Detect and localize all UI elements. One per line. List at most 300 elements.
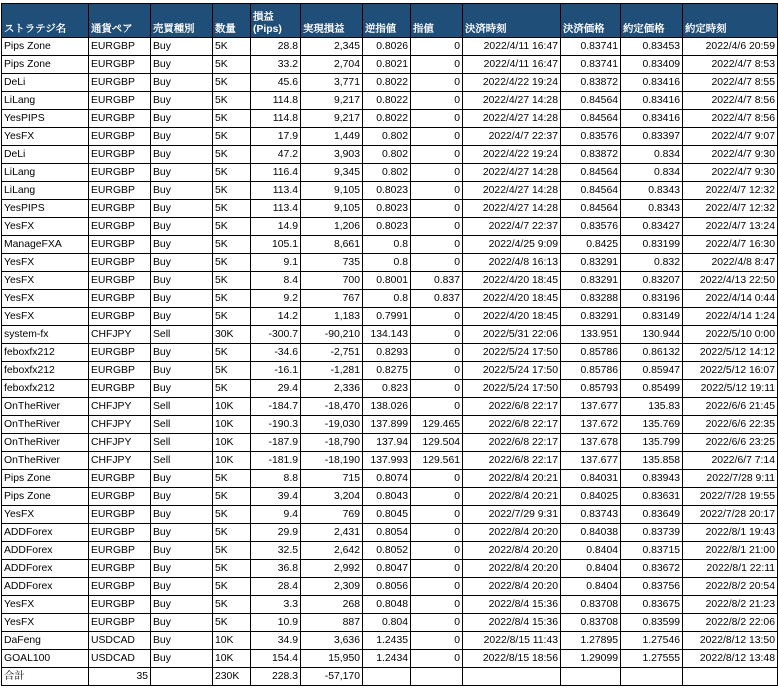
table-cell[interactable]: DeLi — [2, 146, 89, 164]
table-cell[interactable]: 2022/4/7 22:37 — [463, 218, 561, 236]
table-cell[interactable]: 3.3 — [251, 596, 301, 614]
table-cell[interactable]: 0.8404 — [561, 578, 621, 596]
table-cell[interactable]: EURGBP — [89, 290, 151, 308]
table-cell[interactable]: 0.8026 — [363, 38, 411, 56]
table-cell[interactable]: 2,992 — [301, 560, 363, 578]
table-cell[interactable]: Buy — [151, 362, 213, 380]
table-cell[interactable]: 5K — [213, 614, 251, 632]
table-cell[interactable]: 1,449 — [301, 128, 363, 146]
table-cell[interactable]: 2022/8/4 20:21 — [463, 470, 561, 488]
table-cell[interactable]: 5K — [213, 470, 251, 488]
table-cell[interactable]: Buy — [151, 74, 213, 92]
table-cell[interactable] — [151, 668, 213, 686]
table-cell[interactable]: 5K — [213, 218, 251, 236]
table-cell[interactable]: ManageFXA — [2, 236, 89, 254]
table-cell[interactable]: 2022/4/11 16:47 — [463, 56, 561, 74]
table-cell[interactable]: -2,751 — [301, 344, 363, 362]
table-cell[interactable]: 0.8425 — [561, 236, 621, 254]
table-cell[interactable]: Buy — [151, 38, 213, 56]
table-cell[interactable]: 135.799 — [621, 434, 683, 452]
table-cell[interactable]: 0.834 — [621, 164, 683, 182]
table-cell[interactable]: 0.83149 — [621, 308, 683, 326]
table-cell[interactable]: 2022/8/4 20:21 — [463, 488, 561, 506]
table-cell[interactable]: -18,470 — [301, 398, 363, 416]
table-cell[interactable]: 0.84564 — [561, 110, 621, 128]
table-cell[interactable]: 0.83599 — [621, 614, 683, 632]
table-cell[interactable]: 5K — [213, 290, 251, 308]
table-cell[interactable]: 0.83409 — [621, 56, 683, 74]
table-cell[interactable]: 39.4 — [251, 488, 301, 506]
table-cell[interactable]: YesFX — [2, 308, 89, 326]
table-cell[interactable]: EURGBP — [89, 542, 151, 560]
table-cell[interactable]: 9.1 — [251, 254, 301, 272]
table-cell[interactable]: 0.83741 — [561, 38, 621, 56]
table-cell[interactable]: 28.8 — [251, 38, 301, 56]
table-cell[interactable]: EURGBP — [89, 578, 151, 596]
table-cell[interactable]: 2022/8/2 21:23 — [683, 596, 778, 614]
table-cell[interactable]: 2022/4/20 18:45 — [463, 290, 561, 308]
table-cell[interactable]: Sell — [151, 326, 213, 344]
table-cell[interactable]: EURGBP — [89, 218, 151, 236]
table-cell[interactable]: Buy — [151, 524, 213, 542]
table-cell[interactable]: 0.83207 — [621, 272, 683, 290]
table-cell[interactable]: 2022/7/29 9:31 — [463, 506, 561, 524]
table-cell[interactable]: 2022/6/8 22:17 — [463, 452, 561, 470]
table-cell[interactable]: Buy — [151, 200, 213, 218]
table-cell[interactable]: LiLang — [2, 92, 89, 110]
column-header[interactable]: 約定価格 — [621, 4, 683, 38]
table-cell[interactable]: 0 — [411, 74, 463, 92]
table-cell[interactable]: 9,217 — [301, 110, 363, 128]
table-cell[interactable]: 0 — [411, 218, 463, 236]
table-cell[interactable]: 113.4 — [251, 182, 301, 200]
table-cell[interactable]: Sell — [151, 398, 213, 416]
table-cell[interactable]: 2022/8/12 13:50 — [683, 632, 778, 650]
table-cell[interactable]: 0.85786 — [561, 362, 621, 380]
table-cell[interactable]: 0 — [411, 632, 463, 650]
table-cell[interactable]: 9.2 — [251, 290, 301, 308]
table-cell[interactable]: 5K — [213, 236, 251, 254]
table-cell[interactable]: 0.83291 — [561, 308, 621, 326]
table-cell[interactable]: 2022/4/7 8:56 — [683, 110, 778, 128]
table-cell[interactable]: 5K — [213, 164, 251, 182]
table-cell[interactable]: 0.8045 — [363, 506, 411, 524]
table-cell[interactable]: 0.8343 — [621, 200, 683, 218]
table-cell[interactable]: 9,217 — [301, 92, 363, 110]
column-header[interactable]: 逆指値 — [363, 4, 411, 38]
table-cell[interactable]: 29.4 — [251, 380, 301, 398]
table-cell[interactable]: 0.8052 — [363, 542, 411, 560]
table-cell[interactable]: 2,704 — [301, 56, 363, 74]
table-cell[interactable]: 3,636 — [301, 632, 363, 650]
table-cell[interactable]: 0 — [411, 182, 463, 200]
table-cell[interactable]: 3,903 — [301, 146, 363, 164]
table-cell[interactable]: 2022/5/12 19:11 — [683, 380, 778, 398]
table-cell[interactable]: 5K — [213, 524, 251, 542]
table-cell[interactable]: 130.944 — [621, 326, 683, 344]
table-cell[interactable]: DeLi — [2, 74, 89, 92]
table-cell[interactable]: 2022/6/7 7:14 — [683, 452, 778, 470]
table-cell[interactable]: 10.9 — [251, 614, 301, 632]
table-cell[interactable]: 2022/8/1 22:11 — [683, 560, 778, 578]
table-cell[interactable]: 0.83291 — [561, 272, 621, 290]
table-cell[interactable]: 0.802 — [363, 164, 411, 182]
table-cell[interactable]: 0 — [411, 38, 463, 56]
table-cell[interactable]: 2022/6/8 22:17 — [463, 398, 561, 416]
table-cell[interactable]: feboxfx212 — [2, 362, 89, 380]
table-cell[interactable]: 0.837 — [411, 272, 463, 290]
table-cell[interactable]: Buy — [151, 308, 213, 326]
table-cell[interactable]: 2022/4/8 16:13 — [463, 254, 561, 272]
table-cell[interactable]: Pips Zone — [2, 470, 89, 488]
table-cell[interactable]: YesPIPS — [2, 200, 89, 218]
table-cell[interactable]: CHFJPY — [89, 416, 151, 434]
table-cell[interactable]: 2022/7/28 19:55 — [683, 488, 778, 506]
table-cell[interactable]: 769 — [301, 506, 363, 524]
table-cell[interactable]: 17.9 — [251, 128, 301, 146]
table-cell[interactable]: EURGBP — [89, 614, 151, 632]
table-cell[interactable]: 0.83872 — [561, 146, 621, 164]
table-cell[interactable]: -1,281 — [301, 362, 363, 380]
table-cell[interactable]: 0.7991 — [363, 308, 411, 326]
table-cell[interactable]: -57,170 — [301, 668, 363, 686]
table-cell[interactable]: 0 — [411, 596, 463, 614]
table-cell[interactable]: EURGBP — [89, 110, 151, 128]
table-cell[interactable]: EURGBP — [89, 254, 151, 272]
table-cell[interactable]: 35 — [89, 668, 151, 686]
table-cell[interactable]: 2022/5/31 22:06 — [463, 326, 561, 344]
table-cell[interactable]: Buy — [151, 236, 213, 254]
table-cell[interactable]: 1.27555 — [621, 650, 683, 668]
table-cell[interactable]: 2022/4/20 18:45 — [463, 272, 561, 290]
table-cell[interactable]: 3,771 — [301, 74, 363, 92]
table-cell[interactable]: 9,105 — [301, 200, 363, 218]
table-cell[interactable]: -181.9 — [251, 452, 301, 470]
table-cell[interactable]: CHFJPY — [89, 434, 151, 452]
table-cell[interactable]: 268 — [301, 596, 363, 614]
table-cell[interactable]: 5K — [213, 596, 251, 614]
table-cell[interactable]: 0.804 — [363, 614, 411, 632]
table-cell[interactable]: 29.9 — [251, 524, 301, 542]
table-cell[interactable]: 137.678 — [561, 434, 621, 452]
table-cell[interactable]: 0.8022 — [363, 92, 411, 110]
table-cell[interactable]: 1.2435 — [363, 632, 411, 650]
table-cell[interactable]: 0.83199 — [621, 236, 683, 254]
table-cell[interactable]: 0.8001 — [363, 272, 411, 290]
table-cell[interactable]: 2022/8/4 20:20 — [463, 524, 561, 542]
table-cell[interactable]: 0.83196 — [621, 290, 683, 308]
table-cell[interactable]: 10K — [213, 650, 251, 668]
table-cell[interactable]: 0.83453 — [621, 38, 683, 56]
table-cell[interactable]: 2022/8/4 20:20 — [463, 560, 561, 578]
table-cell[interactable]: 14.9 — [251, 218, 301, 236]
table-cell[interactable]: EURGBP — [89, 236, 151, 254]
table-cell[interactable]: 5K — [213, 560, 251, 578]
table-cell[interactable]: Buy — [151, 272, 213, 290]
table-cell[interactable]: ADDForex — [2, 524, 89, 542]
table-cell[interactable] — [621, 668, 683, 686]
table-cell[interactable]: 0 — [411, 344, 463, 362]
table-cell[interactable]: 2022/4/7 13:24 — [683, 218, 778, 236]
table-cell[interactable]: 105.1 — [251, 236, 301, 254]
table-cell[interactable]: EURGBP — [89, 488, 151, 506]
table-cell[interactable]: 2022/4/7 8:55 — [683, 74, 778, 92]
table-cell[interactable]: Buy — [151, 92, 213, 110]
table-cell[interactable]: 10K — [213, 398, 251, 416]
table-cell[interactable]: EURGBP — [89, 560, 151, 578]
table-cell[interactable]: 2022/4/25 9:09 — [463, 236, 561, 254]
table-cell[interactable]: 135.858 — [621, 452, 683, 470]
table-cell[interactable]: Pips Zone — [2, 38, 89, 56]
table-cell[interactable]: 32.5 — [251, 542, 301, 560]
table-cell[interactable]: EURGBP — [89, 524, 151, 542]
table-cell[interactable]: Buy — [151, 560, 213, 578]
table-cell[interactable]: 2022/4/22 19:24 — [463, 146, 561, 164]
table-cell[interactable]: 5K — [213, 74, 251, 92]
table-cell[interactable]: 2022/8/1 19:43 — [683, 524, 778, 542]
table-cell[interactable]: YesFX — [2, 128, 89, 146]
table-cell[interactable]: 5K — [213, 38, 251, 56]
table-cell[interactable]: 0 — [411, 362, 463, 380]
table-cell[interactable]: 0.83631 — [621, 488, 683, 506]
table-cell[interactable]: EURGBP — [89, 92, 151, 110]
table-cell[interactable]: 2022/6/6 22:35 — [683, 416, 778, 434]
table-cell[interactable]: EURGBP — [89, 596, 151, 614]
table-cell[interactable]: 133.951 — [561, 326, 621, 344]
table-cell[interactable]: 2022/8/4 15:36 — [463, 614, 561, 632]
table-cell[interactable]: 2022/8/4 20:20 — [463, 578, 561, 596]
table-cell[interactable]: OnTheRiver — [2, 416, 89, 434]
table-cell[interactable]: YesFX — [2, 506, 89, 524]
table-cell[interactable]: 36.8 — [251, 560, 301, 578]
column-header[interactable]: 実現損益 — [301, 4, 363, 38]
table-cell[interactable]: 2022/4/27 14:28 — [463, 182, 561, 200]
table-cell[interactable]: 0 — [411, 650, 463, 668]
table-cell[interactable]: Sell — [151, 452, 213, 470]
table-cell[interactable]: -18,790 — [301, 434, 363, 452]
table-cell[interactable]: 0.83427 — [621, 218, 683, 236]
table-cell[interactable]: 700 — [301, 272, 363, 290]
table-cell[interactable]: 0 — [411, 506, 463, 524]
table-cell[interactable]: 137.677 — [561, 452, 621, 470]
table-cell[interactable]: EURGBP — [89, 200, 151, 218]
table-cell[interactable]: 10K — [213, 452, 251, 470]
table-cell[interactable]: 0.8022 — [363, 110, 411, 128]
table-cell[interactable]: 0.83708 — [561, 614, 621, 632]
table-cell[interactable]: 0.802 — [363, 146, 411, 164]
table-cell[interactable]: 114.8 — [251, 110, 301, 128]
table-cell[interactable]: system-fx — [2, 326, 89, 344]
table-cell[interactable]: 0 — [411, 254, 463, 272]
table-cell[interactable]: 30K — [213, 326, 251, 344]
table-cell[interactable]: 0.8021 — [363, 56, 411, 74]
table-cell[interactable]: OnTheRiver — [2, 434, 89, 452]
table-cell[interactable]: 5K — [213, 308, 251, 326]
table-cell[interactable]: 1.27546 — [621, 632, 683, 650]
table-cell[interactable]: 0.8043 — [363, 488, 411, 506]
table-cell[interactable]: 0.83756 — [621, 578, 683, 596]
table-cell[interactable]: ADDForex — [2, 578, 89, 596]
table-cell[interactable]: 0.823 — [363, 380, 411, 398]
table-cell[interactable]: 2022/4/22 19:24 — [463, 74, 561, 92]
table-cell[interactable]: YesPIPS — [2, 110, 89, 128]
table-cell[interactable]: Buy — [151, 380, 213, 398]
table-cell[interactable]: 2022/4/7 8:53 — [683, 56, 778, 74]
table-cell[interactable]: YesFX — [2, 272, 89, 290]
table-cell[interactable]: 134.143 — [363, 326, 411, 344]
column-header[interactable]: ストラテジ名 — [2, 4, 89, 38]
table-cell[interactable]: 0.8023 — [363, 218, 411, 236]
table-cell[interactable]: 0 — [411, 560, 463, 578]
column-header[interactable]: 売買種別 — [151, 4, 213, 38]
table-cell[interactable] — [411, 668, 463, 686]
table-cell[interactable]: 0.8404 — [561, 542, 621, 560]
table-cell[interactable]: 2022/8/15 18:56 — [463, 650, 561, 668]
table-cell[interactable]: EURGBP — [89, 164, 151, 182]
table-cell[interactable]: EURGBP — [89, 308, 151, 326]
table-cell[interactable]: 34.9 — [251, 632, 301, 650]
table-cell[interactable]: Buy — [151, 578, 213, 596]
table-cell[interactable]: 137.899 — [363, 416, 411, 434]
table-cell[interactable]: Buy — [151, 488, 213, 506]
table-cell[interactable]: 9,105 — [301, 182, 363, 200]
table-cell[interactable]: 5K — [213, 362, 251, 380]
table-cell[interactable]: 0.8 — [363, 254, 411, 272]
column-header[interactable]: 決済時刻 — [463, 4, 561, 38]
table-cell[interactable]: 2022/5/10 0:00 — [683, 326, 778, 344]
table-cell[interactable]: 0 — [411, 470, 463, 488]
table-cell[interactable]: 5K — [213, 56, 251, 74]
table-cell[interactable]: 0.84564 — [561, 182, 621, 200]
table-cell[interactable]: 0.83291 — [561, 254, 621, 272]
table-cell[interactable]: 0 — [411, 326, 463, 344]
table-cell[interactable]: 5K — [213, 578, 251, 596]
table-cell[interactable]: 0.83675 — [621, 596, 683, 614]
table-cell[interactable]: EURGBP — [89, 182, 151, 200]
table-cell[interactable]: 2022/4/14 1:24 — [683, 308, 778, 326]
table-cell[interactable]: 2022/4/11 16:47 — [463, 38, 561, 56]
table-cell[interactable]: 3,204 — [301, 488, 363, 506]
table-cell[interactable]: 2,309 — [301, 578, 363, 596]
table-cell[interactable]: 8.4 — [251, 272, 301, 290]
table-cell[interactable]: 33.2 — [251, 56, 301, 74]
table-cell[interactable]: feboxfx212 — [2, 380, 89, 398]
table-cell[interactable]: 113.4 — [251, 200, 301, 218]
table-cell[interactable]: Buy — [151, 632, 213, 650]
table-cell[interactable]: 2022/4/8 8:47 — [683, 254, 778, 272]
table-cell[interactable]: 0.83416 — [621, 92, 683, 110]
table-cell[interactable]: 0.802 — [363, 128, 411, 146]
table-cell[interactable]: Pips Zone — [2, 488, 89, 506]
table-cell[interactable]: 2022/5/24 17:50 — [463, 362, 561, 380]
table-cell[interactable]: 0.8022 — [363, 74, 411, 92]
table-cell[interactable]: 0 — [411, 380, 463, 398]
table-cell[interactable]: 129.465 — [411, 416, 463, 434]
table-cell[interactable]: Buy — [151, 290, 213, 308]
table-cell[interactable]: -19,030 — [301, 416, 363, 434]
table-cell[interactable]: -184.7 — [251, 398, 301, 416]
table-cell[interactable]: EURGBP — [89, 38, 151, 56]
table-cell[interactable]: DaFeng — [2, 632, 89, 650]
table-cell[interactable]: USDCAD — [89, 650, 151, 668]
table-cell[interactable]: 0.83672 — [621, 560, 683, 578]
table-cell[interactable]: 45.6 — [251, 74, 301, 92]
table-cell[interactable]: 767 — [301, 290, 363, 308]
table-cell[interactable]: 0.8047 — [363, 560, 411, 578]
table-cell[interactable]: 2022/4/20 18:45 — [463, 308, 561, 326]
table-cell[interactable]: 10K — [213, 632, 251, 650]
table-cell[interactable]: 0 — [411, 614, 463, 632]
table-cell[interactable]: 2022/8/4 20:20 — [463, 542, 561, 560]
table-cell[interactable]: 15,950 — [301, 650, 363, 668]
table-cell[interactable]: EURGBP — [89, 272, 151, 290]
table-cell[interactable]: 5K — [213, 254, 251, 272]
table-cell[interactable]: 0.85793 — [561, 380, 621, 398]
table-cell[interactable]: 715 — [301, 470, 363, 488]
table-cell[interactable]: 0.8275 — [363, 362, 411, 380]
table-cell[interactable]: 2022/6/6 23:25 — [683, 434, 778, 452]
table-cell[interactable]: 116.4 — [251, 164, 301, 182]
table-cell[interactable]: 2022/8/1 21:00 — [683, 542, 778, 560]
table-cell[interactable]: -34.6 — [251, 344, 301, 362]
table-cell[interactable]: Sell — [151, 434, 213, 452]
table-cell[interactable]: 154.4 — [251, 650, 301, 668]
table-cell[interactable]: 5K — [213, 344, 251, 362]
table-cell[interactable]: CHFJPY — [89, 398, 151, 416]
column-header[interactable]: 約定時刻 — [683, 4, 778, 38]
table-cell[interactable]: 0.83943 — [621, 470, 683, 488]
table-cell[interactable]: 0 — [411, 488, 463, 506]
table-cell[interactable]: 28.4 — [251, 578, 301, 596]
table-cell[interactable]: 0 — [411, 200, 463, 218]
table-cell[interactable]: 5K — [213, 272, 251, 290]
table-cell[interactable]: 0 — [411, 236, 463, 254]
table-cell[interactable]: 0.85499 — [621, 380, 683, 398]
table-cell[interactable]: 2022/4/14 0:44 — [683, 290, 778, 308]
table-cell[interactable]: 0.83739 — [621, 524, 683, 542]
table-cell[interactable]: 1.29099 — [561, 650, 621, 668]
table-cell[interactable]: 2022/8/2 22:06 — [683, 614, 778, 632]
table-cell[interactable]: 1,183 — [301, 308, 363, 326]
table-cell[interactable]: 2,431 — [301, 524, 363, 542]
table-cell[interactable]: 0.834 — [621, 146, 683, 164]
table-cell[interactable]: 0.83708 — [561, 596, 621, 614]
table-cell[interactable]: 2022/4/7 12:32 — [683, 182, 778, 200]
table-cell[interactable]: 0.8293 — [363, 344, 411, 362]
table-cell[interactable]: -90,210 — [301, 326, 363, 344]
table-cell[interactable]: 0.8023 — [363, 182, 411, 200]
table-cell[interactable]: 1,206 — [301, 218, 363, 236]
table-cell[interactable]: 0 — [411, 524, 463, 542]
table-cell[interactable]: 2022/8/2 20:54 — [683, 578, 778, 596]
table-cell[interactable]: 5K — [213, 542, 251, 560]
table-cell[interactable]: 0.8343 — [621, 182, 683, 200]
table-cell[interactable]: LiLang — [2, 182, 89, 200]
table-cell[interactable]: 230K — [213, 668, 251, 686]
table-cell[interactable]: 0 — [411, 308, 463, 326]
table-cell[interactable]: 0.83397 — [621, 128, 683, 146]
table-cell[interactable]: 2022/6/8 22:17 — [463, 416, 561, 434]
table-cell[interactable]: Buy — [151, 344, 213, 362]
table-cell[interactable]: 0 — [411, 542, 463, 560]
table-cell[interactable]: 228.3 — [251, 668, 301, 686]
table-cell[interactable]: 137.993 — [363, 452, 411, 470]
table-cell[interactable]: 887 — [301, 614, 363, 632]
table-cell[interactable]: Buy — [151, 128, 213, 146]
table-cell[interactable]: EURGBP — [89, 380, 151, 398]
table-cell[interactable]: EURGBP — [89, 470, 151, 488]
table-cell[interactable]: 5K — [213, 506, 251, 524]
